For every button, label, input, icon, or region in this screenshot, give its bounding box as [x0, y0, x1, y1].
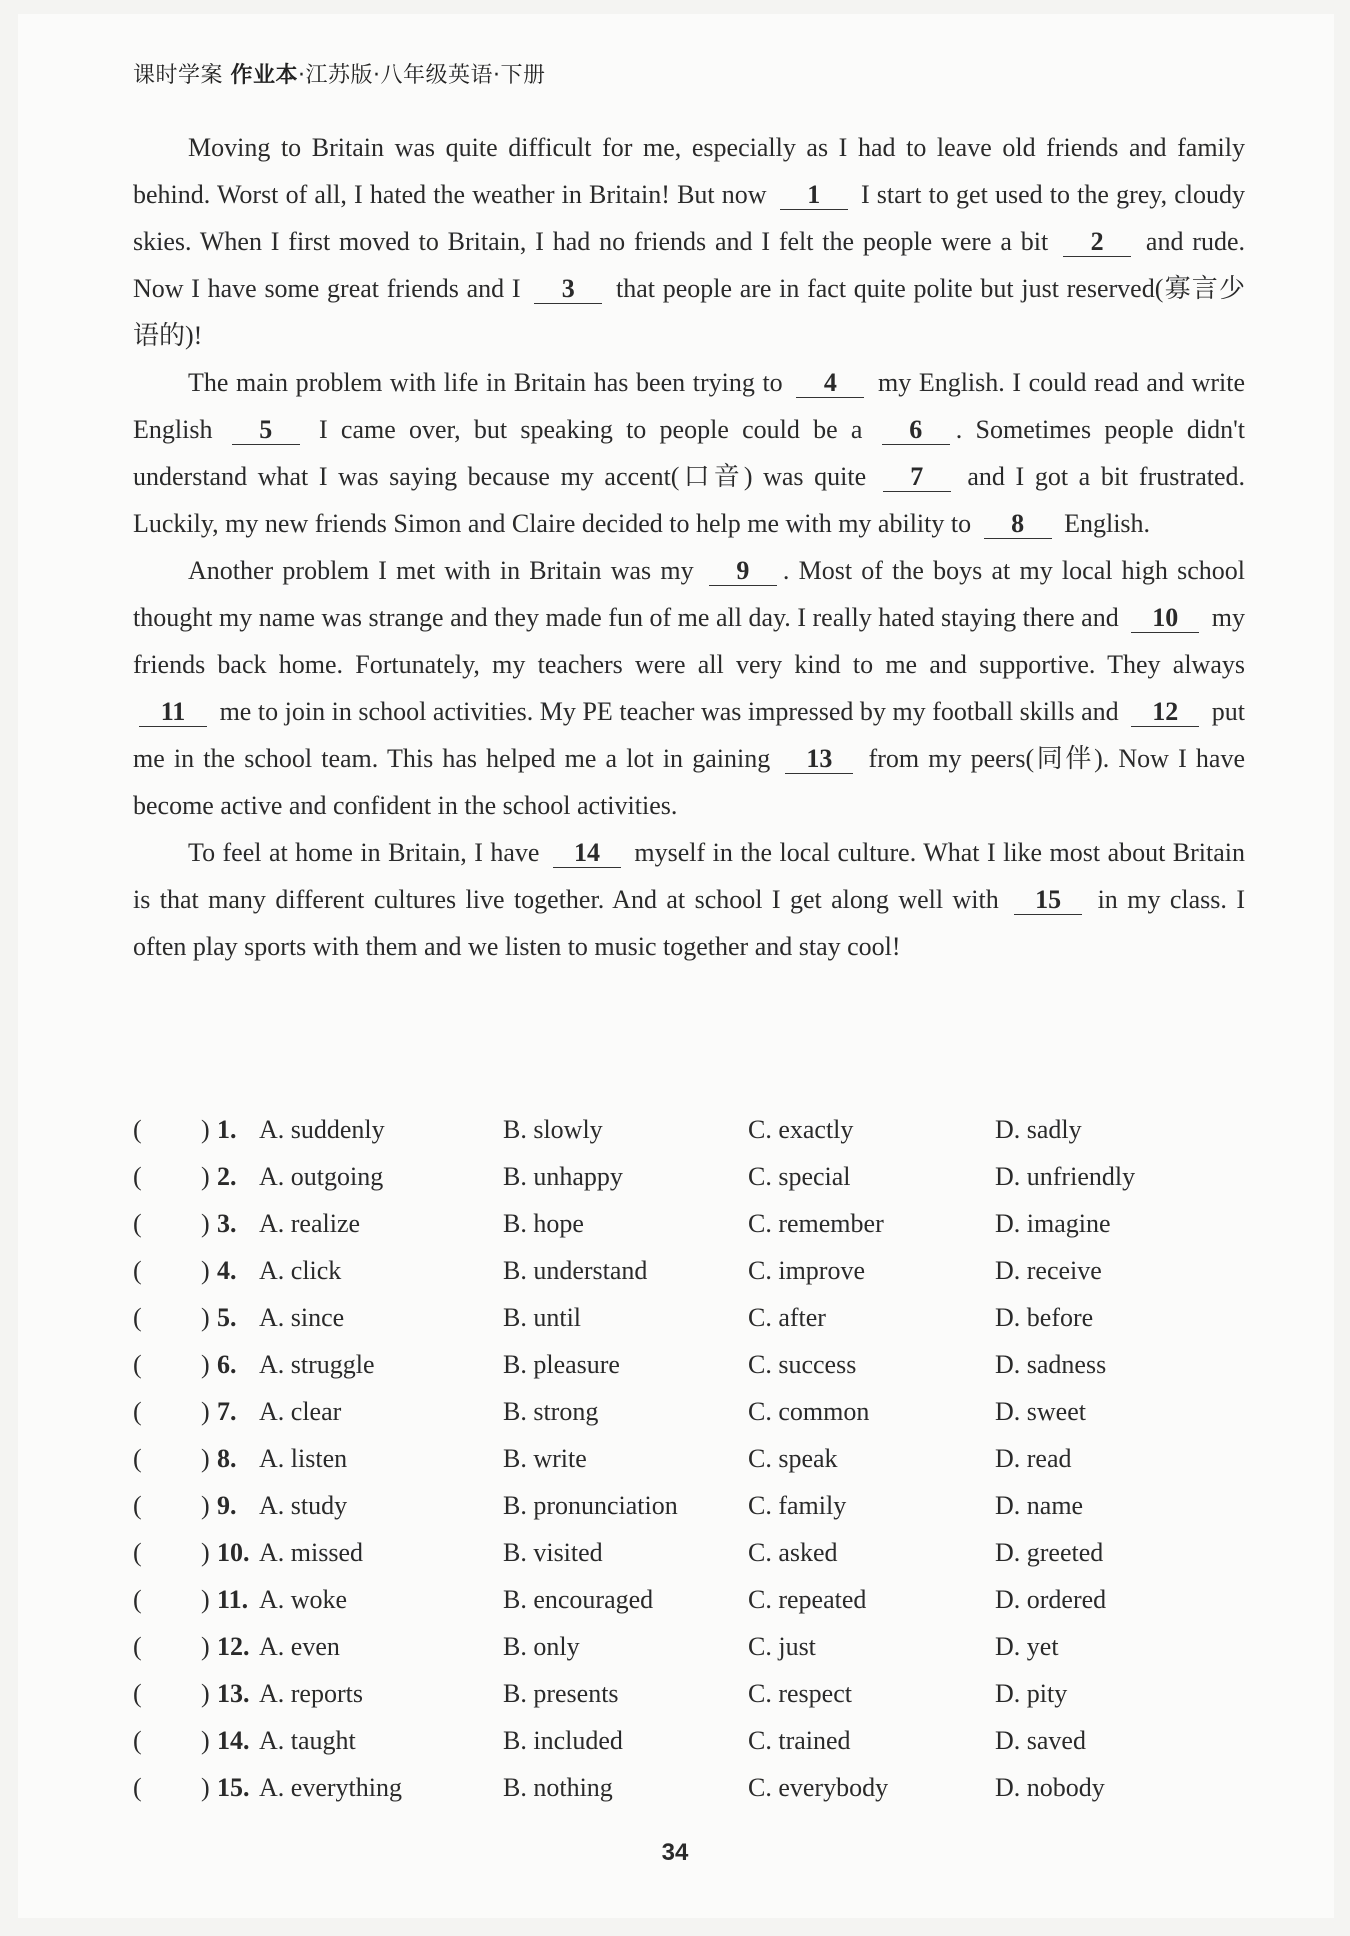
option-b: B. nothing: [503, 1773, 613, 1802]
blank-1: 1: [780, 181, 848, 210]
blank-13: 13: [785, 745, 853, 774]
page-header: [133, 58, 546, 89]
answer-paren-close: ): [201, 1115, 210, 1144]
option-c: C. after: [748, 1303, 826, 1332]
question-row: [133, 1626, 1273, 1673]
option-d: D. sadly: [995, 1115, 1082, 1144]
option-c: C. respect: [748, 1679, 852, 1708]
p3-text-c: . Most of the boys at my local high school thought my name was strange and they made fun of me all day. I really hated staying there and: [133, 556, 1246, 632]
question-row: [133, 1767, 1273, 1814]
cloze-passage: [133, 124, 1245, 970]
answer-paren-open[interactable]: (: [133, 1632, 142, 1661]
answer-paren-open[interactable]: (: [133, 1209, 142, 1238]
blank-6: 6: [882, 416, 950, 445]
option-b: B. pronunciation: [503, 1491, 678, 1520]
question-number: 10.: [217, 1538, 250, 1567]
p2-text-a: The main problem with life in Britain has been trying to: [188, 368, 783, 397]
paragraph-3: [133, 547, 1245, 829]
option-d: D. yet: [995, 1632, 1059, 1661]
p1-text-c: I start to get used to the grey, cloudy skies. When I first moved to Britain, I had no friends and I felt the people were a bit: [133, 180, 1246, 256]
question-row: [133, 1109, 1273, 1156]
question-number: 11.: [217, 1585, 249, 1614]
question-number: 2.: [217, 1162, 237, 1191]
blank-8: 8: [984, 510, 1052, 539]
question-number: 14.: [217, 1726, 250, 1755]
p3-text-a: Another problem I met with in Britain was my: [188, 556, 694, 585]
question-row: [133, 1532, 1273, 1579]
option-d: D. pity: [995, 1679, 1068, 1708]
blank-2: 2: [1063, 228, 1131, 257]
answer-paren-close: ): [201, 1162, 210, 1191]
blank-11: 11: [139, 698, 207, 727]
option-c: C. exactly: [748, 1115, 854, 1144]
option-a: A. listen: [259, 1444, 348, 1473]
blank-9: 9: [709, 557, 777, 586]
question-row: [133, 1579, 1273, 1626]
answer-paren-open[interactable]: (: [133, 1397, 142, 1426]
question-number: 12.: [217, 1632, 250, 1661]
option-b: B. presents: [503, 1679, 619, 1708]
option-b: B. until: [503, 1303, 582, 1332]
question-number: 5.: [217, 1303, 237, 1332]
option-c: C. trained: [748, 1726, 851, 1755]
answer-paren-open[interactable]: (: [133, 1538, 142, 1567]
option-d: D. saved: [995, 1726, 1086, 1755]
question-row: [133, 1720, 1273, 1767]
option-b: B. included: [503, 1726, 623, 1755]
option-c: C. common: [748, 1397, 870, 1426]
option-a: A. since: [259, 1303, 345, 1332]
answer-paren-close: ): [201, 1444, 210, 1473]
option-c: C. improve: [748, 1256, 865, 1285]
question-number: 13.: [217, 1679, 250, 1708]
option-b: B. understand: [503, 1256, 648, 1285]
option-b: B. strong: [503, 1397, 599, 1426]
option-d: D. name: [995, 1491, 1084, 1520]
option-a: A. realize: [259, 1209, 361, 1238]
answer-paren-open[interactable]: (: [133, 1585, 142, 1614]
answer-paren-close: ): [201, 1397, 210, 1426]
answer-paren-open[interactable]: (: [133, 1350, 142, 1379]
option-b: B. encouraged: [503, 1585, 654, 1614]
option-d: D. sadness: [995, 1350, 1107, 1379]
answer-paren-open[interactable]: (: [133, 1162, 142, 1191]
answer-paren-open[interactable]: (: [133, 1773, 142, 1802]
question-list: [133, 1109, 1273, 1814]
question-number: 3.: [217, 1209, 237, 1238]
blank-12: 12: [1131, 698, 1199, 727]
option-b: B. hope: [503, 1209, 584, 1238]
option-d: D. nobody: [995, 1773, 1105, 1802]
p3-text-d: my friends back home. Fortunately, my teachers were all very kind to me and supportive. They always: [133, 603, 1246, 679]
p4-text-d: in my class. I often play sports with them and we listen to music together and stay cool!: [133, 885, 1245, 961]
option-d: D. read: [995, 1444, 1072, 1473]
question-row: [133, 1391, 1273, 1438]
question-number: 8.: [217, 1444, 237, 1473]
answer-paren-close: ): [201, 1491, 210, 1520]
option-a: A. missed: [259, 1538, 363, 1567]
answer-paren-close: ): [201, 1538, 210, 1567]
p4-text-a: To feel at home in Britain, I have: [188, 838, 540, 867]
answer-paren-open[interactable]: (: [133, 1303, 142, 1332]
question-row: [133, 1297, 1273, 1344]
option-c: C. everybody: [748, 1773, 889, 1802]
answer-paren-close: ): [201, 1209, 210, 1238]
question-number: 15.: [217, 1773, 250, 1802]
option-a: A. taught: [259, 1726, 356, 1755]
blank-5: 5: [232, 416, 300, 445]
answer-paren-close: ): [201, 1679, 210, 1708]
paragraph-1: [133, 124, 1245, 359]
answer-paren-close: ): [201, 1350, 210, 1379]
header-rest: ·江苏版·八年级英语·下册: [298, 63, 546, 88]
option-c: C. family: [748, 1491, 847, 1520]
blank-15: 15: [1014, 886, 1082, 915]
question-row: [133, 1673, 1273, 1720]
answer-paren-close: ): [201, 1726, 210, 1755]
paragraph-4: [133, 829, 1245, 970]
option-b: B. write: [503, 1444, 587, 1473]
p2-text-f: and I got a bit frustrated. Luckily, my new friends Simon and Claire decided to help me with my ability to: [133, 462, 1246, 538]
option-c: C. success: [748, 1350, 857, 1379]
blank-14: 14: [553, 839, 621, 868]
answer-paren-open[interactable]: (: [133, 1726, 142, 1755]
option-a: A. struggle: [259, 1350, 375, 1379]
answer-paren-close: ): [201, 1256, 210, 1285]
option-c: C. remember: [748, 1209, 884, 1238]
option-b: B. slowly: [503, 1115, 603, 1144]
question-row: [133, 1156, 1273, 1203]
answer-paren-close: ): [201, 1585, 210, 1614]
option-d: D. sweet: [995, 1397, 1086, 1426]
page-number: 34: [661, 1839, 689, 1866]
option-c: C. repeated: [748, 1585, 867, 1614]
p3-text-g: from my peers(同伴). Now I have become active and confident in the school activities.: [133, 744, 1246, 820]
option-a: A. woke: [259, 1585, 348, 1614]
option-a: A. clear: [259, 1397, 342, 1426]
option-b: B. only: [503, 1632, 580, 1661]
option-b: B. unhappy: [503, 1162, 623, 1191]
answer-paren-open[interactable]: (: [133, 1679, 142, 1708]
answer-paren-open[interactable]: (: [133, 1115, 142, 1144]
option-d: D. before: [995, 1303, 1094, 1332]
question-number: 6.: [217, 1350, 237, 1379]
p2-text-d: I came over, but speaking to people could be a: [318, 415, 863, 444]
option-b: B. visited: [503, 1538, 603, 1567]
p2-text-e: . Sometimes people didn't understand what I was saying because my accent(口音) was quite: [133, 415, 1246, 491]
question-number: 9.: [217, 1491, 237, 1520]
header-series: 课时学案: [133, 63, 224, 88]
option-d: D. ordered: [995, 1585, 1107, 1614]
blank-10: 10: [1131, 604, 1199, 633]
p3-text-e: me to join in school activities. My PE teacher was impressed by my football skills and: [219, 697, 1119, 726]
option-c: C. speak: [748, 1444, 838, 1473]
question-row: [133, 1438, 1273, 1485]
option-a: A. click: [259, 1256, 342, 1285]
paragraph-2: [133, 359, 1245, 547]
p1-text-a: Moving to Britain was quite difficult for me, especially as I had to leave old friends and family behind. Worst of all, I hated the weather in Britain! But now: [133, 133, 1245, 209]
answer-paren-open[interactable]: (: [133, 1491, 142, 1520]
option-d: D. imagine: [995, 1209, 1111, 1238]
option-a: A. everything: [259, 1773, 402, 1802]
option-c: C. special: [748, 1162, 851, 1191]
option-d: D. unfriendly: [995, 1162, 1136, 1191]
p2-text-c: my English. I could read and write English: [133, 368, 1246, 444]
blank-7: 7: [883, 463, 951, 492]
question-number: 7.: [217, 1397, 237, 1426]
p4-text-c: myself in the local culture. What I like most about Britain is that many different cultures live together. And at school I get along well with: [133, 838, 1246, 914]
option-b: B. pleasure: [503, 1350, 620, 1379]
option-a: A. outgoing: [259, 1162, 384, 1191]
p1-text-e: that people are in fact quite polite but just reserved(寡言少语的)!: [133, 274, 1245, 350]
option-a: A. even: [259, 1632, 340, 1661]
question-number: 4.: [217, 1256, 237, 1285]
answer-paren-close: ): [201, 1773, 210, 1802]
option-d: D. receive: [995, 1256, 1102, 1285]
answer-paren-close: ): [201, 1632, 210, 1661]
option-c: C. asked: [748, 1538, 838, 1567]
question-number: 1.: [217, 1115, 237, 1144]
option-c: C. just: [748, 1632, 816, 1661]
option-a: A. suddenly: [259, 1115, 385, 1144]
question-row: [133, 1485, 1273, 1532]
question-row: [133, 1250, 1273, 1297]
blank-3: 3: [534, 275, 602, 304]
answer-paren-close: ): [201, 1303, 210, 1332]
question-row: [133, 1203, 1273, 1250]
option-a: A. study: [259, 1491, 348, 1520]
blank-4: 4: [796, 369, 864, 398]
p2-text-g: English.: [1064, 509, 1151, 538]
question-row: [133, 1344, 1273, 1391]
option-a: A. reports: [259, 1679, 363, 1708]
option-d: D. greeted: [995, 1538, 1104, 1567]
p1-text-d: and rude. Now I have some great friends and I: [133, 227, 1245, 303]
p3-text-f: put me in the school team. This has helped me a lot in gaining: [133, 697, 1246, 773]
header-book: 作业本: [230, 63, 299, 88]
answer-paren-open[interactable]: (: [133, 1256, 142, 1285]
answer-paren-open[interactable]: (: [133, 1444, 142, 1473]
